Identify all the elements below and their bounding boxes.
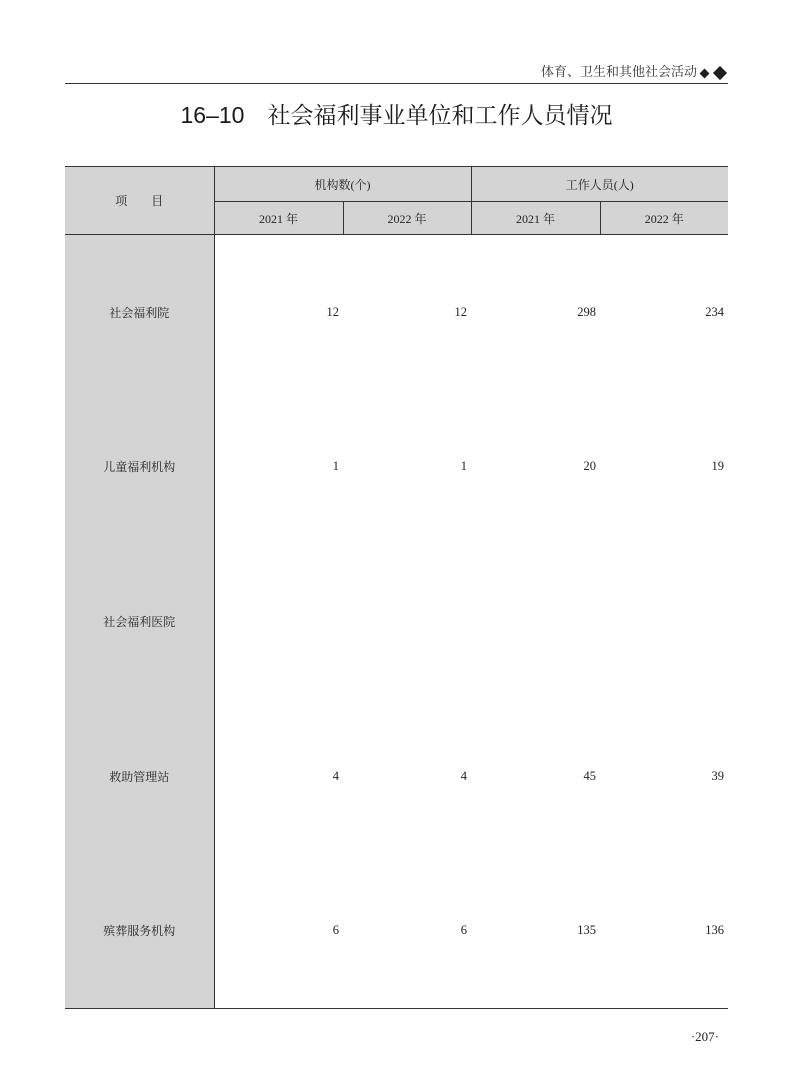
value-cell: 20: [583, 459, 596, 474]
row-label: 社会福利医院: [65, 544, 214, 699]
value-cell: 6: [343, 854, 471, 1009]
value-cell: [343, 544, 471, 699]
table-row: [65, 389, 728, 544]
value-cell: [214, 544, 343, 699]
table-row: [65, 235, 728, 390]
value-cell: 12: [454, 304, 467, 319]
running-header-section: 体育、卫生和其他社会活动: [540, 65, 697, 80]
row-label: 殡葬服务机构: [65, 854, 214, 1009]
header-row: [65, 167, 728, 202]
diamond-icon: [713, 66, 727, 80]
value-cell: [600, 544, 728, 699]
year-header: 2021 年: [471, 202, 600, 235]
table-row: [65, 699, 728, 854]
row-label: 社会福利院: [65, 235, 214, 390]
diamond-icon: [700, 69, 710, 79]
stub-header: 项 目: [65, 167, 214, 235]
value-cell: 135: [471, 854, 600, 1009]
value-cell: 45: [583, 768, 596, 783]
header-rule: [65, 83, 728, 84]
value-cell: 39: [711, 768, 724, 783]
table-title: 社会福利事业单位和工作人员情况: [267, 103, 613, 129]
table-number: 16–10: [180, 102, 245, 128]
group-header-staff: 工作人员(人): [471, 167, 728, 202]
value-cell: 6: [214, 854, 343, 1009]
value-cell: 4: [332, 768, 339, 783]
value-cell: 12: [326, 304, 339, 319]
value-cell: 4: [460, 768, 467, 783]
group-header-institutions: 机构数(个): [214, 167, 471, 202]
value-cell: [471, 544, 600, 699]
table-header: [65, 167, 728, 235]
value-cell: 1: [460, 459, 467, 474]
value-cell: 298: [577, 304, 596, 319]
page-number: ·207·: [690, 1029, 719, 1044]
value-cell: 136: [600, 854, 728, 1009]
year-header: 2021 年: [214, 202, 343, 235]
year-header: 2022 年: [343, 202, 471, 235]
year-header: 2022 年: [600, 202, 728, 235]
table-body: [65, 235, 728, 1009]
value-cell: 1: [332, 459, 339, 474]
table-row: [65, 544, 728, 699]
data-table: [65, 166, 728, 1009]
value-cell: 234: [705, 304, 724, 319]
value-cell: 19: [711, 459, 724, 474]
row-label: 儿童福利机构: [65, 389, 214, 544]
row-label: 救助管理站: [65, 699, 214, 854]
table-row: [65, 854, 728, 1009]
page-title: [0, 101, 793, 130]
